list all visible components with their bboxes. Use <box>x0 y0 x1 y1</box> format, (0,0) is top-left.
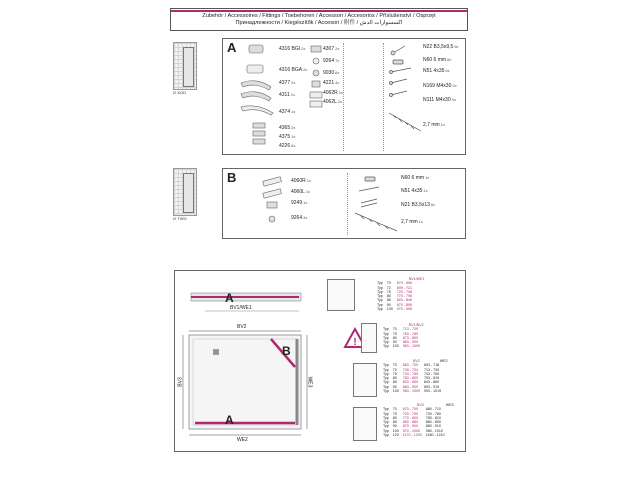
dim-bv2: BV2 <box>237 324 247 330</box>
table-cell: Typ <box>377 285 383 290</box>
section-a-letter: A <box>227 40 237 55</box>
table-cell: 80 <box>392 415 397 420</box>
part-b1-2: 4060L1x <box>291 189 311 195</box>
table-cell: 770 - 796 <box>396 294 412 299</box>
divider <box>383 43 384 151</box>
header-line-1: Zubehör / Accessoires / Fittings / Toebehoren / Accessori / Accesorios / Příslušenství / Osprzęt <box>202 13 436 19</box>
table-cell: 970 - 1000 <box>402 428 420 433</box>
part-a1-7: 43751x <box>279 134 296 140</box>
part-a1-3: 43772x <box>279 80 296 86</box>
part-b2-4: 2,7 mm1x <box>401 219 423 225</box>
caption-a: I2 KOD <box>173 90 187 95</box>
table-cell: 693 - 718 <box>423 363 440 368</box>
part-a2-2: 92647x <box>323 58 340 64</box>
table-cell: Typ <box>383 371 389 376</box>
mini-illustration-2 <box>361 323 377 353</box>
table-cell: 873 - 899 <box>402 335 418 340</box>
part-a2-3: 90306x <box>323 70 340 76</box>
table-cell: Typ <box>383 367 389 372</box>
table-cell: 763 - 789 <box>402 331 418 336</box>
table-cell: 1180 - 1210 <box>425 433 445 438</box>
table-cell: 70 <box>392 327 397 332</box>
dim-bv1-we1: BV1/WE1 <box>230 305 252 311</box>
table-cell: 720 - 750 <box>402 411 418 416</box>
table-cell: Typ <box>383 424 389 429</box>
table-cell: Typ <box>383 335 389 340</box>
table-cell: 883 - 909 <box>402 384 418 389</box>
diagram-label-a-bottom: A <box>225 413 234 427</box>
part-a1-6: 43652x <box>279 125 296 131</box>
section-a-box <box>222 38 466 155</box>
table-cell: 100 <box>386 307 393 312</box>
table-cell: 743 - 769 <box>423 371 440 376</box>
table-cell: 75 <box>392 331 397 336</box>
table-cell: 833 - 859 <box>402 380 418 385</box>
part-a3-4: N169 M4x302x <box>423 83 457 89</box>
table-cell: Typ <box>377 298 383 303</box>
table-row <box>381 344 422 348</box>
table-cell: Typ <box>383 344 389 349</box>
table-cell: 720 - 746 <box>396 289 412 294</box>
table-cell: 880 - 910 <box>425 424 441 429</box>
table-cell: 783 - 809 <box>402 376 418 381</box>
divider <box>347 173 348 235</box>
table-cell: 730 - 760 <box>425 411 441 416</box>
section-b-box <box>222 168 466 239</box>
table-cell: 793 - 819 <box>423 376 440 381</box>
shower-two-illustration <box>173 168 197 216</box>
table-cell: 85 <box>392 420 397 425</box>
table-cell: 870 - 896 <box>396 302 412 307</box>
table-cell: Typ <box>383 411 389 416</box>
table-bv2-we2: BV2 WE2 Typ 70 683 - 709 693 - 718 Typ 72 708 - 734 713 - 739 Typ 75 733 - 759 743 - 769 Typ 80 783 - 809 793 - 819 Typ 85 833 - 859 843 - 869 Typ 90 883 - 909 893 - 919 Typ 100 983 - 1009 993 - 1019 <box>383 359 448 394</box>
caption-b: I2 TWO <box>173 216 187 221</box>
table-cell: Typ <box>383 340 389 345</box>
table-cell: Typ <box>377 294 383 299</box>
part-b1-3: 92491x <box>291 200 308 206</box>
table-cell: Typ <box>383 327 389 332</box>
table-cell: 70 <box>392 407 397 412</box>
table-cell: Typ <box>383 384 389 389</box>
header-box <box>170 8 468 31</box>
part-a3-5: N111 M4x304x <box>423 97 456 103</box>
parts-b1-icons <box>257 175 287 227</box>
table-cell: Typ <box>377 281 383 286</box>
table-cell: 75 <box>386 289 391 294</box>
table-bv1-we1: BV1/WE1 Typ 70 670 - 696 Typ 72 699 - 721 Typ 75 720 - 746 Typ 80 770 - 796 Typ 85 820 - 846 Typ 90 870 - 896 Typ 100 970 - 996 <box>377 277 425 312</box>
part-b2-3: N21 B3,5x136x <box>401 202 436 208</box>
table-cell: Typ <box>377 289 383 294</box>
table-cell: 670 - 700 <box>402 407 418 412</box>
table-cell: 680 - 710 <box>425 407 441 412</box>
table-cell: 100 <box>392 344 399 349</box>
table-cell: 72 <box>386 285 391 290</box>
part-a2-4: 42214x <box>323 80 340 86</box>
table-row <box>381 389 443 393</box>
table-cell: Typ <box>383 331 389 336</box>
table-cell: 780 - 810 <box>425 415 441 420</box>
table-cell: 90 <box>392 340 397 345</box>
table-bv3-we3: BV3 WE3 Typ 70 670 - 700 680 - 710 Typ 75 720 - 750 730 - 760 Typ 80 770 - 800 780 - 810 Typ 85 850 - 880 860 - 890 Typ 90 870 - 900 880 - 910 Typ 100 970 - 1000 980 - 1010 Typ 120 1170 - 1200 1180 - 1210 <box>383 403 454 438</box>
svg-text:!: ! <box>353 337 357 348</box>
table-cell: Typ <box>377 307 383 312</box>
table-cell: 85 <box>386 298 391 303</box>
parts-b2-icons <box>353 173 401 235</box>
table-row <box>375 307 414 311</box>
table-cell: Typ <box>383 363 389 368</box>
table-cell: 75 <box>392 411 397 416</box>
table-cell: 80 <box>392 335 397 340</box>
table-cell: Typ <box>383 415 389 420</box>
table-cell: 70 <box>386 281 391 286</box>
part-a1-1: 4316 BGI2x <box>279 46 306 52</box>
part-a2-6: 4062L2x <box>323 99 343 105</box>
dim-we3: WE3 <box>306 376 313 388</box>
dim-we2: WE2 <box>237 437 248 443</box>
table-cell: 90 <box>392 424 397 429</box>
table-cell: 70 <box>392 363 397 368</box>
part-a1-5: 43741x <box>279 109 296 115</box>
part-b2-2: N51 4x351x <box>401 188 428 194</box>
parts-a1-icons <box>239 43 279 151</box>
table-cell: 850 - 880 <box>402 420 418 425</box>
table-cell: 883 - 909 <box>402 340 418 345</box>
table-cell: 75 <box>392 371 397 376</box>
table-cell: Typ <box>383 433 389 438</box>
table-cell: Typ <box>383 428 389 433</box>
diagram-box <box>174 270 466 452</box>
table-cell: 670 - 696 <box>396 281 412 286</box>
part-a1-8: 42266x <box>279 143 296 149</box>
mini-illustration-3 <box>353 363 377 397</box>
part-a3-2: N60 6 mm6x <box>423 57 452 63</box>
shower-floorplan <box>175 271 335 451</box>
table-cell: 970 - 996 <box>396 307 412 312</box>
part-a3-6: 2,7 mm1x <box>423 122 445 128</box>
table-cell: 80 <box>386 294 391 299</box>
mini-illustration-1 <box>327 279 355 311</box>
table-cell: Typ <box>377 302 383 307</box>
table-cell: 860 - 890 <box>425 420 441 425</box>
part-b1-1: 4060R1x <box>291 178 311 184</box>
table-cell: Typ <box>383 407 389 412</box>
diagram-label-b: B <box>282 344 291 358</box>
table-cell: Typ <box>383 389 389 394</box>
diagram-label-a-top: A <box>225 291 234 305</box>
divider <box>343 43 344 151</box>
section-b-letter: B <box>227 170 237 185</box>
table-cell: 820 - 846 <box>396 298 412 303</box>
part-a2-1: 43072x <box>323 46 340 52</box>
part-a3-3: N51 4x356x <box>423 68 450 74</box>
table-cell: 85 <box>392 380 397 385</box>
table-cell: 708 - 734 <box>402 367 418 372</box>
table-cell: Typ <box>383 376 389 381</box>
table-cell: 699 - 721 <box>396 285 412 290</box>
part-a3-1: N22 B3,5x9,56x <box>423 44 459 50</box>
table-cell: Typ <box>383 420 389 425</box>
table-cell: 843 - 869 <box>423 380 440 385</box>
table-cell: 100 <box>392 389 399 394</box>
table-cell: 90 <box>392 384 397 389</box>
table-cell: 870 - 900 <box>402 424 418 429</box>
table-cell: 983 - 1009 <box>402 389 420 394</box>
table-cell: 100 <box>392 428 399 433</box>
table-cell: 893 - 919 <box>423 384 440 389</box>
table-cell: 980 - 1010 <box>425 428 443 433</box>
part-a2-5: 4062R2x <box>323 90 343 96</box>
table-cell: 770 - 800 <box>402 415 418 420</box>
part-b2-1: N60 6 mm1x <box>401 175 430 181</box>
table-bv1-bv2: BV1/BV2 Typ 70 713 - 739 Typ 75 763 - 789 Typ 80 873 - 899 Typ 90 883 - 909 Typ 100 983 - 1009 <box>383 323 424 349</box>
table-cell: 993 - 1019 <box>423 389 442 394</box>
table-cell: 713 - 739 <box>423 367 440 372</box>
mini-illustration-4 <box>353 407 377 441</box>
shower-kod-illustration <box>173 42 197 90</box>
table-cell: 683 - 709 <box>402 363 418 368</box>
table-cell: Typ <box>383 380 389 385</box>
dim-bv3: BV3 <box>177 377 184 387</box>
table-cell: 80 <box>392 376 397 381</box>
parts-a3-icons <box>387 43 423 135</box>
part-a1-2: 4316 BGA2x <box>279 67 308 73</box>
table-cell: 72 <box>392 367 397 372</box>
table-cell: 713 - 739 <box>402 327 418 332</box>
table-cell: 983 - 1009 <box>402 344 420 349</box>
part-a1-4: 43111x <box>279 92 295 98</box>
table-cell: 1170 - 1200 <box>402 433 422 438</box>
table-cell: 90 <box>386 302 391 307</box>
header-accent-bar <box>171 10 467 12</box>
part-b1-4: 92644x <box>291 215 308 221</box>
table-row <box>381 433 447 437</box>
table-cell: 120 <box>392 433 399 438</box>
table-cell: 733 - 759 <box>402 371 418 376</box>
header-line-2: Принадлежности / Kiegészítők / Accesori / 附件 / اكسسوارات الدش <box>235 20 403 26</box>
